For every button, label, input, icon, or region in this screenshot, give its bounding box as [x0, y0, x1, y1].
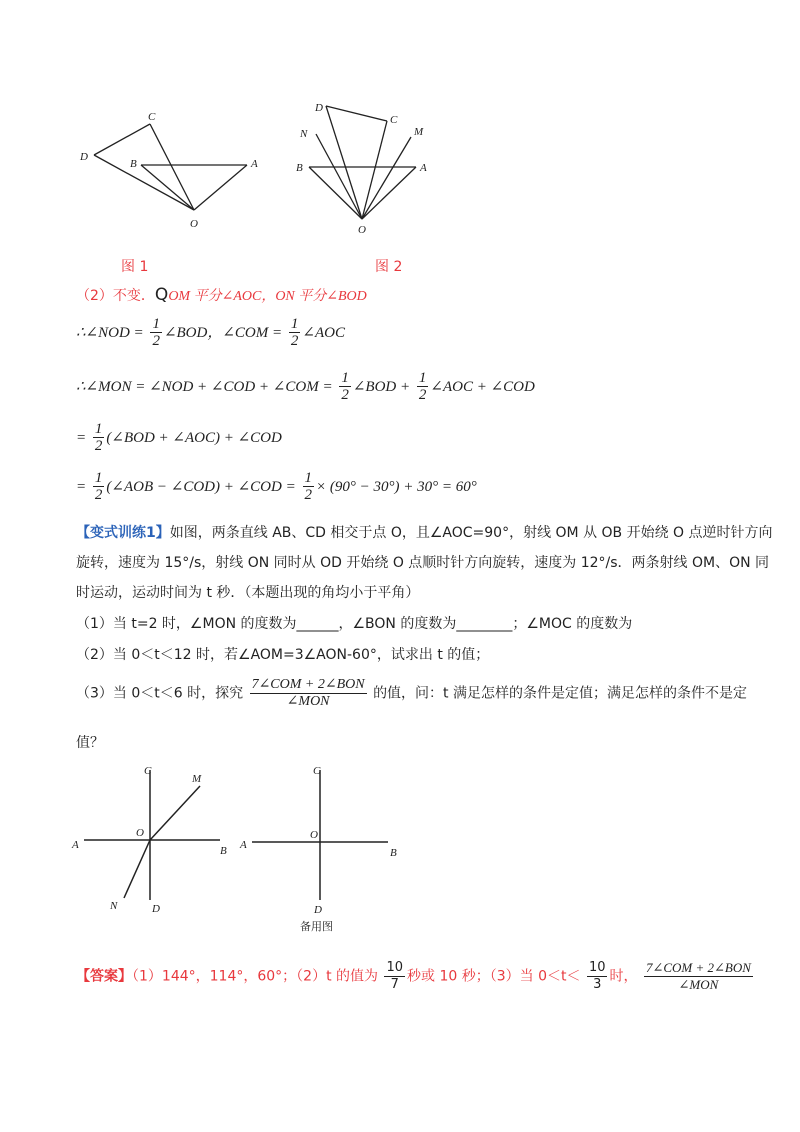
answer-part-2: 秒或 10 秒；（3）当 0＜t＜ [407, 968, 581, 985]
line3-part-a: = [76, 430, 87, 446]
fig4-label-b: B [390, 847, 397, 859]
exercise-paragraph-3: 时运动，运动时间为 t 秒．（本题出现的角均小于平角） [76, 585, 420, 601]
solution-part2-heading [76, 285, 367, 307]
line3-part-b: (∠BOD + ∠AOC) + ∠COD [106, 430, 282, 446]
fig1-label-a: A [251, 158, 258, 170]
fig1-label-o: O [190, 218, 198, 230]
fig1-label-c: C [148, 111, 156, 123]
line1-part-a: ∴∠NOD = [76, 325, 144, 341]
fig3-label-d: D [152, 903, 160, 915]
line2-fraction-2: $\frac{1}{2}$ [418, 370, 427, 403]
fig2-label-o: O [358, 224, 366, 236]
exercise-text-1: 如图，两条直线 AB、CD 相交于点 O，且∠AOC=90°，射线 OM 从 OB 开始绕 O 点逆时针方向 [169, 525, 773, 541]
line4-fraction-1: $\frac{1}{2}$ [94, 470, 103, 503]
exercise-paragraph-1 [76, 523, 773, 543]
q3-fraction: $\frac{\text{7∠COM + 2∠BON}}{\text{∠MON}}$ [251, 677, 365, 709]
fig2-label-n: N [300, 128, 308, 140]
line2-part-b: ∠BOD + [352, 379, 411, 395]
exercise-question-3 [76, 677, 747, 710]
line1-part-c: ∠AOC [302, 325, 345, 341]
line1-fraction-1: $\frac{1}{2}$ [152, 316, 160, 349]
fig2-label-b: B [296, 162, 303, 174]
figure-2-caption: 图 2 [375, 259, 403, 275]
q3-part-b: 的值，问：t 满足怎样的条件是定值；满足怎样的条件不是定 [373, 685, 748, 702]
answer-part-3: 时， [609, 968, 638, 985]
answer-fraction-3: $\frac{\text{7∠COM + 2∠BON}}{\text{∠MON}}$ [645, 960, 751, 992]
solution-line-1 [76, 316, 345, 349]
answer-part-1: （1）144°，114°，60°；（2）t 的值为 [132, 968, 379, 985]
solution-line-2 [76, 370, 535, 403]
answer-line [76, 960, 755, 993]
fig4-caption: 备用图 [300, 920, 333, 933]
part2-reason: OM 平分∠AOC，ON 平分∠BOD [168, 289, 367, 304]
line4-part-a: = [76, 479, 87, 495]
fig1-label-b: B [130, 158, 137, 170]
line4-part-b: (∠AOB − ∠COD) + ∠COD = [106, 479, 296, 495]
line3-fraction: $\frac{1}{2}$ [94, 421, 103, 454]
answer-fraction-2: $\frac{10}{3}$ [588, 960, 606, 992]
fig4-label-d: D [314, 904, 322, 916]
fig1-label-d: D [80, 151, 88, 163]
fig4-label-o: O [310, 829, 318, 841]
line2-part-c: ∠AOC + ∠COD [430, 379, 535, 395]
figure-1 [70, 110, 280, 240]
fig3-label-c: C [144, 765, 152, 777]
answer-fraction-1: $\frac{10}{7}$ [386, 960, 404, 992]
fig2-label-m: M [414, 126, 424, 138]
fig2-label-a: A [420, 162, 427, 174]
fig3-label-n: N [110, 900, 118, 912]
fig3-label-o: O [136, 827, 144, 839]
fig2-label-d: D [315, 102, 323, 114]
figure-4 [234, 760, 414, 935]
solution-line-3 [76, 421, 282, 454]
line4-part-c: × (90° − 30°) + 30° = 60° [316, 479, 477, 495]
exercise-tag: 【变式训练1】 [76, 525, 170, 541]
fig3-label-a: A [72, 839, 79, 851]
fig4-label-a: A [240, 839, 247, 851]
figure-3 [60, 760, 240, 920]
fig2-label-c: C [390, 114, 398, 126]
q3-part-a: （3）当 0＜t＜6 时，探究 [76, 685, 244, 702]
exercise-question-1: （1）当 t=2 时，∠MON 的度数为______，∠BON 的度数为________；∠MOC 的度数为 [76, 616, 633, 632]
because-symbol: Q [154, 285, 169, 305]
line2-fraction-1: $\frac{1}{2}$ [341, 370, 349, 403]
line4-fraction-2: $\frac{1}{2}$ [304, 470, 312, 503]
fig3-label-b: B [220, 845, 227, 857]
figure-1-caption: 图 1 [121, 259, 149, 275]
solution-line-4 [76, 470, 477, 503]
line1-part-b: ∠BOD，∠COM = [163, 325, 283, 341]
fig3-label-m: M [192, 773, 202, 785]
line1-fraction-2: $\frac{1}{2}$ [290, 316, 299, 349]
line2-part-a: ∴∠MON = ∠NOD + ∠COD + ∠COM = [76, 379, 333, 395]
part2-label: （2）不变． [76, 288, 155, 304]
answer-tag: 【答案】 [76, 968, 132, 985]
figure-2 [290, 95, 450, 240]
fig4-label-c: C [313, 765, 321, 777]
exercise-paragraph-2: 旋转，速度为 15°/s，射线 ON 同时从 OD 开始绕 O 点顺时针方向旋转，速度为 12°/s．两条射线 OM、ON 同 [76, 555, 770, 571]
exercise-question-3-end: 值？ [76, 735, 104, 751]
exercise-question-2: （2）当 0＜t＜12 时，若∠AOM=3∠AON-60°，试求出 t 的值； [76, 647, 490, 663]
